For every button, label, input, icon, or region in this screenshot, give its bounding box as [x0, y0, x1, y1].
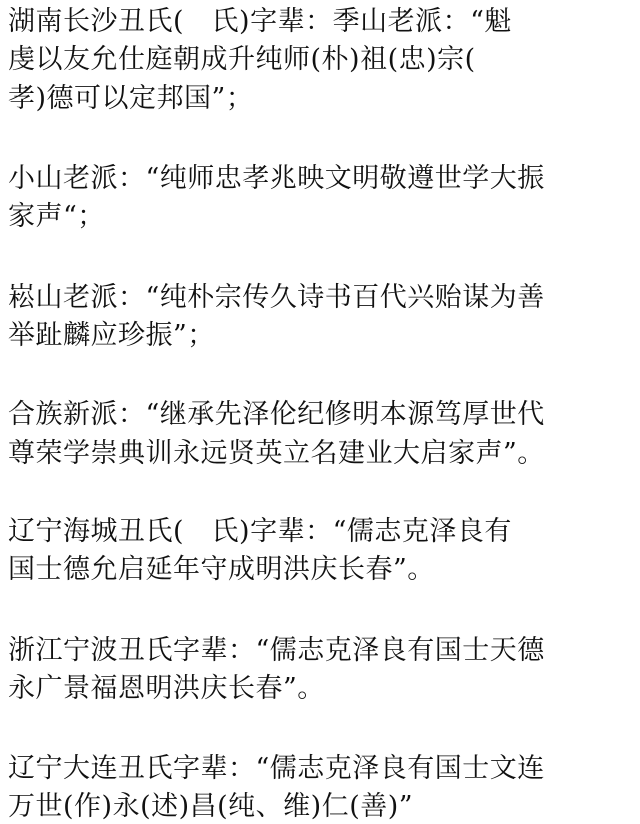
- liaoning-haicheng-line-1: 辽宁海城丑氏( 氏)字辈：“儒志克泽良有: [8, 516, 512, 547]
- xiaoshan-line-1: 小山老派：“纯师忠孝兆映文明敬遵世学大振: [8, 163, 545, 194]
- hunan-changsha-line-2: 虔以友允仕庭朝成升纯师(朴)祖(忠)宗(: [8, 44, 476, 75]
- liaoning-dalian-line-2: 万世(作)永(述)昌(纯、维)仁(善)”: [8, 791, 414, 822]
- liaoning-haicheng-line-2: 国士德允启延年守成明洪庆长春”。: [8, 554, 435, 585]
- liaoning-dalian-line-1: 辽宁大连丑氏字辈：“儒志克泽良有国士文连: [8, 753, 545, 784]
- zhejiang-ningbo-line-1: 浙江宁波丑氏字辈：“儒志克泽良有国士天德: [8, 635, 545, 666]
- hunan-changsha-line-1: 湖南长沙丑氏( 氏)字辈：季山老派：“魁: [8, 6, 512, 37]
- hezu-xinpai-line-1: 合族新派：“继承先泽伦纪修明本源笃厚世代: [8, 399, 545, 430]
- zhejiang-ningbo-line-2: 永广景福恩明洪庆长春”。: [8, 673, 325, 704]
- xiaoshan-line-2: 家声“；: [8, 201, 105, 232]
- hezu-xinpai-line-2: 尊荣学崇典训永远贤英立名建业大启家声”。: [8, 438, 545, 469]
- songshan-line-2: 举趾麟应珍振”；: [8, 320, 215, 351]
- hunan-changsha-line-3: 孝)德可以定邦国”；: [8, 83, 254, 114]
- songshan-line-1: 崧山老派：“纯朴宗传久诗书百代兴贻谋为善: [8, 282, 545, 313]
